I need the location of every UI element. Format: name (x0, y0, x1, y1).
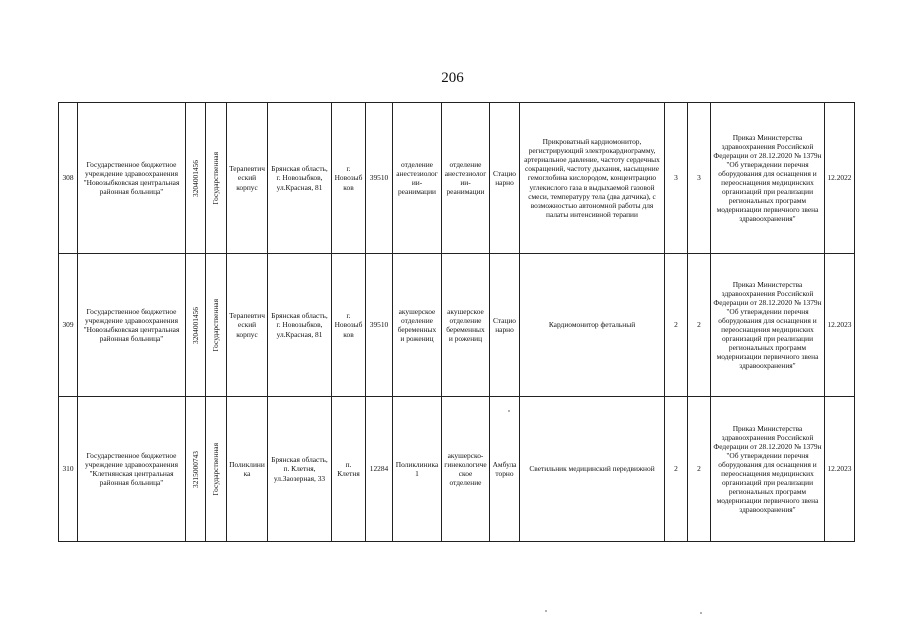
scan-speck (700, 612, 702, 614)
table-row (59, 254, 855, 397)
delivery-date: 12.2023 (825, 397, 855, 542)
quantity-required: 2 (665, 397, 688, 542)
scan-speck (508, 410, 510, 412)
inn-code: 3215000743 (190, 450, 200, 488)
organization-name: Государственное бюджетное учреждение здравоохранения "Новозыбковская центральная районная больница" (78, 254, 186, 397)
equipment-name: Светильник медицинский передвижной (520, 397, 665, 542)
building-name: Поликлиника (227, 397, 268, 542)
ownership-cell (206, 254, 227, 397)
ownership-cell (206, 103, 227, 254)
row-number: 308 (59, 103, 78, 254)
department: отделение анестезиологии-реанимации (393, 103, 442, 254)
department: Поликлиника 1 (393, 397, 442, 542)
oktmo-code: 39510 (366, 103, 393, 254)
subdivision: акушерское отделение беременных и рожениц (442, 254, 490, 397)
delivery-date: 12.2022 (825, 103, 855, 254)
inn-cell (186, 397, 206, 542)
legal-basis: Приказ Министерства здравоохранения Российской Федерации от 28.12.2020 № 1379н "Об утверждении перечня оборудования для оснащения и переоснащения медицинских организаций при реализации региональных программ модернизации первичного звена здравоохранения" (711, 397, 825, 542)
building-name: Терапевтический корпус (227, 103, 268, 254)
quantity-planned: 3 (688, 103, 711, 254)
inn-code: 3204001456 (190, 306, 200, 344)
oktmo-code: 12284 (366, 397, 393, 542)
equipment-registry-table (58, 102, 855, 542)
inn-cell (186, 254, 206, 397)
address: Брянская область, г. Новозыбков, ул.Красная, 81 (268, 103, 332, 254)
equipment-name: Прикроватный кардиомонитор, регистрирующий электрокардиограмму, артериальное давление, частоту сердечных сокращений, частоту дыхания, насыщение гемоглобина кислородом, концентрацию углекислого газа в выдыхаемой газовой смеси, температуру тела (два датчика), с возможностью автономной работы для палаты интенсивной терапии (520, 103, 665, 254)
delivery-date: 12.2023 (825, 254, 855, 397)
settlement: г. Новозыбков (332, 103, 366, 254)
equipment-name: Кардиомонитор фетальный (520, 254, 665, 397)
ownership-cell (206, 397, 227, 542)
department: акушерское отделение беременных и рожениц (393, 254, 442, 397)
legal-basis: Приказ Министерства здравоохранения Российской Федерации от 28.12.2020 № 1379н "Об утверждении перечня оборудования для оснащения и переоснащения медицинских организаций при реализации региональных программ модернизации первичного звена здравоохранения" (711, 103, 825, 254)
care-conditions: Стационарно (490, 254, 520, 397)
settlement: г. Новозыбков (332, 254, 366, 397)
table-row (59, 397, 855, 542)
building-name: Терапевтический корпус (227, 254, 268, 397)
row-number: 310 (59, 397, 78, 542)
table-row (59, 103, 855, 254)
oktmo-code: 39510 (366, 254, 393, 397)
quantity-required: 3 (665, 103, 688, 254)
ownership-form: Государственная (211, 298, 221, 352)
address: Брянская область, г. Новозыбков, ул.Красная, 81 (268, 254, 332, 397)
legal-basis: Приказ Министерства здравоохранения Российской Федерации от 28.12.2020 № 1379н "Об утверждении перечня оборудования для оснащения и переоснащения медицинских организаций при реализации региональных программ модернизации первичного звена здравоохранения" (711, 254, 825, 397)
quantity-required: 2 (665, 254, 688, 397)
row-number: 309 (59, 254, 78, 397)
subdivision: акушерско-гинекологическое отделение (442, 397, 490, 542)
address: Брянская область, п. Клетня, ул.Заозерная, 33 (268, 397, 332, 542)
settlement: п. Клетня (332, 397, 366, 542)
quantity-planned: 2 (688, 397, 711, 542)
care-conditions: Амбулаторно (490, 397, 520, 542)
ownership-form: Государственная (211, 442, 221, 496)
quantity-planned: 2 (688, 254, 711, 397)
ownership-form: Государственная (211, 151, 221, 205)
care-conditions: Стационарно (490, 103, 520, 254)
subdivision: отделение анестезиологии-реанимации (442, 103, 490, 254)
scan-speck (545, 610, 547, 612)
organization-name: Государственное бюджетное учреждение здравоохранения "Клетнянская центральная районная больница" (78, 397, 186, 542)
page-number: 206 (441, 70, 464, 86)
inn-cell (186, 103, 206, 254)
inn-code: 3204001456 (190, 159, 200, 197)
organization-name: Государственное бюджетное учреждение здравоохранения "Новозыбковская центральная районная больница" (78, 103, 186, 254)
